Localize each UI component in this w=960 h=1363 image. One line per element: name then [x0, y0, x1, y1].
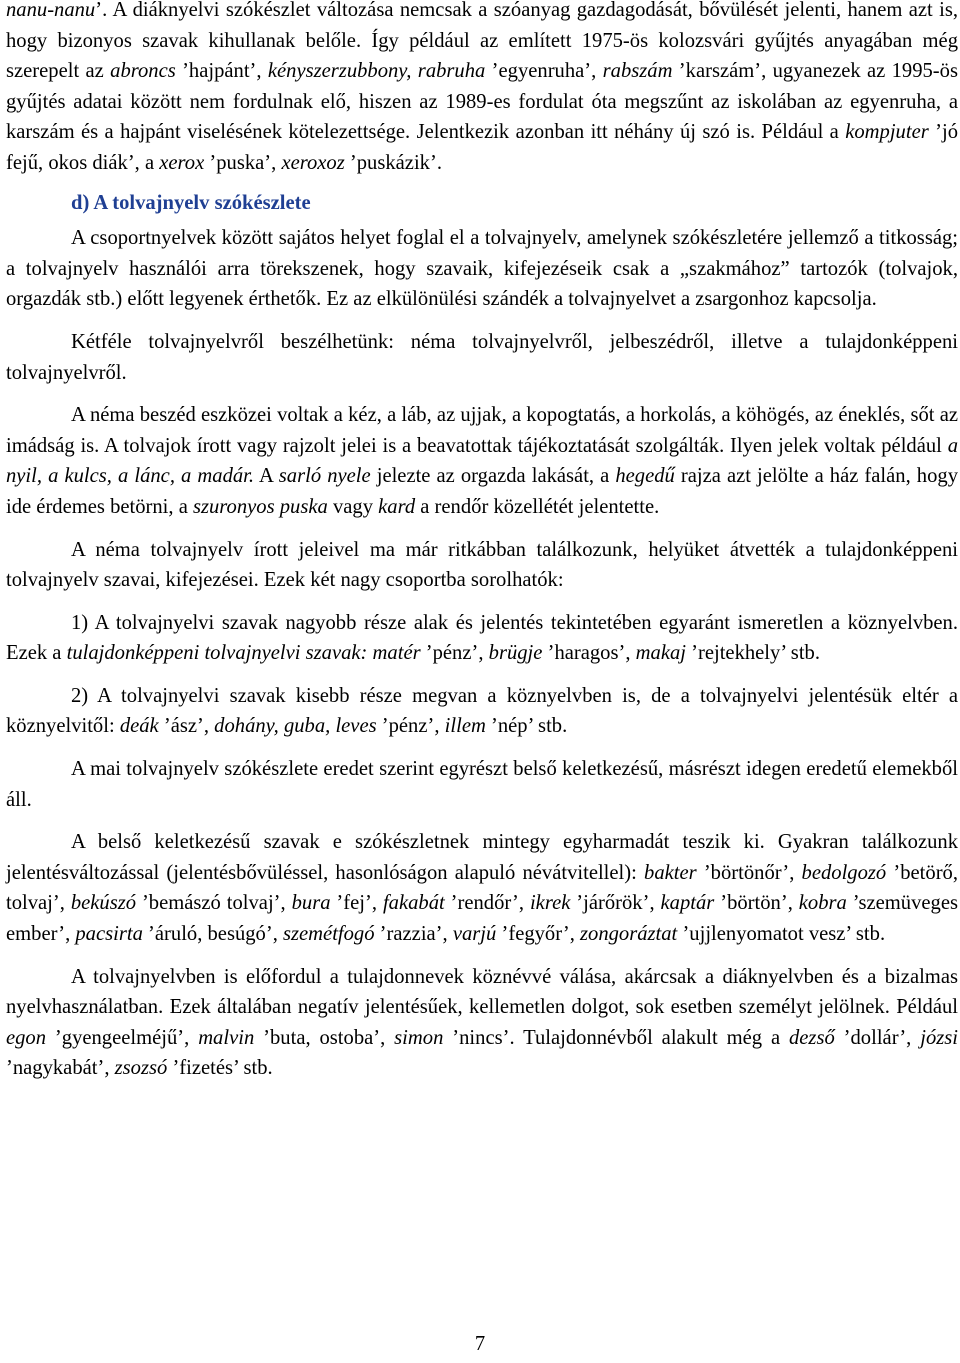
italic-term: pacsirta [75, 923, 143, 946]
italic-term: kényszerzubbony, rabruha [267, 60, 486, 83]
text-run: ’rendőr’, [444, 892, 530, 915]
text-run: ’karszám’, ugyanezek az 1995-ös gyűjtés adatai között nem fordulnak elő, hiszen az 1989-es fordulat óta megszűnt az iskolában az egyenruha, a karszám és a hajpánt viselésének kötelezettsége. Jelentkezik azonban itt néhány új szó is. Például a [6, 60, 958, 144]
document-page [6, 0, 958, 1096]
paragraph [6, 962, 958, 1084]
paragraph [6, 223, 958, 315]
paragraph [6, 535, 958, 596]
italic-term: zsozsó [114, 1057, 168, 1080]
paragraph [6, 681, 958, 742]
italic-term: sarló nyele [278, 465, 371, 488]
text-run: 2) A tolvajnyelvi szavak kisebb része megvan a köznyelvben is, de a tolvajnyelvi jelentésük eltér a köznyelvitől: [6, 684, 958, 738]
italic-term: xeroxoz [281, 151, 345, 174]
text-run: ’börtön’, [714, 892, 799, 915]
text-run: ’bemászó tolvaj’, [136, 892, 292, 915]
text-run: A csoportnyelvek között sajátos helyet foglal el a tolvajnyelv, amelynek szókészletére jellemző a titkosság; a tolvajnyelv használói arra törekszenek, hogy szavaik, kifejezéseik csak a „szakmához” tartozók (tolvajok, orgazdák stb.) előtt legyenek érthetők. Ez az elkülönülési szándék a tolvajnyelvet a zsargonhoz kapcsolja. [6, 227, 958, 311]
text-run: ’gyengeelméjű’, [46, 1026, 199, 1049]
text-run: ’razzia’, [374, 923, 453, 946]
text-run: a rendőr közellétét jelentette. [415, 495, 660, 518]
text-run: ’nincs’. Tulajdonnévből alakult még a [443, 1026, 789, 1049]
text-run: ’haragos’, [542, 642, 636, 665]
text-run: ’betörő, tolvaj’, [6, 861, 959, 915]
paragraph [6, 827, 958, 949]
text-run: ’nagykabát’, [6, 1057, 115, 1080]
text-run: ’jó fejű, okos diák’, a [6, 121, 959, 174]
text-run: A tolvajnyelvben is előfordul a tulajdonnevek köznévvé válása, akárcsak a diáknyelvben és a bizalmas nyelvhasználatban. Ezek általában negatív jelentésűek, kellemetlen dolgot, sok esetben személyt jelölnek. Például [6, 965, 958, 1019]
text-run: 1) A tolvajnyelvi szavak nagyobb része alak és jelentés tekintetében egyaránt ismeretlen a köznyelvben. Ezek a [6, 611, 958, 665]
text-run: A belső keletkezésű szavak e szókészletnek mintegy egyharmadát teszik ki. Gyakran találkozunk jelentésváltozással (jelentésbővüléssel, hasonlóságon alapuló névátvitellel): [6, 831, 958, 884]
text-run: ’. A diáknyelvi szókészlet változása nemcsak a szóanyag gazdagodását, bővülését jelenti, hanem azt is, hogy bizonyos szavak kihullanak belőle. Így például az említett 1975-ös kolozsvári gyűjtés anyagában még szerepelt az [6, 0, 958, 83]
italic-term: tulajdonképpeni tolvajnyelvi szavak: matér [66, 642, 421, 665]
text-run: ’ujjlenyomatot vesz’ stb. [677, 923, 886, 946]
text-run: ’dollár’, [834, 1026, 921, 1049]
italic-term: varjú [452, 923, 497, 946]
paragraph [6, 608, 958, 669]
text-run: ’börtönőr’, [696, 861, 802, 884]
italic-term: kard [378, 495, 416, 518]
italic-term: ikrek [529, 892, 571, 915]
italic-term: dohány, guba, leves [214, 715, 377, 738]
text-run: rajza azt jelölte a ház falán, hogy ide érdemes betörni, a [6, 465, 958, 518]
italic-term: xerox [159, 151, 205, 174]
text-run: ’ász’, [158, 715, 215, 738]
italic-term: brügje [488, 642, 543, 665]
text-run: ’fej’, [330, 892, 383, 915]
italic-term: zongoráztat [580, 923, 678, 946]
italic-term: simon [394, 1026, 444, 1049]
text-run: A [254, 465, 279, 488]
italic-term: malvin [198, 1026, 255, 1049]
italic-term: bekúszó [70, 892, 137, 915]
text-run: ’rejtekhely’ stb. [685, 642, 820, 665]
italic-term: józsi [920, 1026, 958, 1049]
text-run: ’szemüveges ember’, [6, 892, 958, 946]
text-run: ’pénz’, [420, 642, 489, 665]
italic-term: bedolgozó [801, 861, 887, 884]
italic-term: bakter [644, 861, 697, 884]
paragraph [6, 0, 958, 179]
text-run: ’puska’, [204, 151, 282, 174]
italic-term: a nyil, a kulcs, a lánc, a madár. [6, 434, 958, 488]
paragraph [6, 754, 958, 815]
italic-term: illem [444, 715, 486, 738]
italic-term: makaj [635, 642, 686, 665]
text-run: jelezte az orgazda lakását, a [370, 465, 616, 488]
text-run: Kétféle tolvajnyelvről beszélhetünk: néma tolvajnyelvről, jelbeszédről, illetve a tulajdonképpeni tolvajnyelvről. [6, 330, 958, 384]
text-run: ’fizetés’ stb. [167, 1057, 273, 1080]
italic-term: abroncs [110, 60, 176, 83]
text-run: A mai tolvajnyelv szókészlete eredet szerint egyrészt belső keletkezésű, másrészt idegen eredetű elemekből áll. [6, 758, 958, 811]
text-run: ’buta, ostoba’, [254, 1026, 395, 1049]
paragraph [6, 327, 958, 388]
text-run: ’áruló, besúgó’, [142, 923, 284, 946]
italic-term: szuronyos puska [192, 495, 328, 518]
text-run: A néma tolvajnyelv írott jeleivel ma már ritkábban találkozunk, helyüket átvették a tulajdonképpeni tolvajnyelv szavai, kifejezései. Ezek két nagy csoportba sorolhatók: [6, 538, 958, 592]
italic-term: deák [119, 715, 159, 738]
text-run: vagy [327, 495, 379, 518]
italic-term: fakabát [382, 892, 445, 915]
italic-term: kobra [798, 892, 847, 915]
text-run: ’hajpánt’, [175, 60, 268, 83]
italic-term: egon [6, 1026, 47, 1049]
italic-term: bura [291, 892, 331, 915]
italic-term: szemétfogó [283, 923, 375, 946]
italic-term: kaptár [660, 892, 715, 915]
text-run: ’járőrök’, [570, 892, 661, 915]
italic-term: nanu-nanu [6, 0, 96, 21]
italic-term: kompjuter [845, 121, 929, 144]
paragraph [6, 400, 958, 522]
text-run: ’egyenruha’, [485, 60, 603, 83]
page-number: 7 [474, 1333, 486, 1355]
italic-term: dezső [789, 1026, 835, 1049]
section-heading: d) A tolvajnyelv szókészlete [71, 191, 311, 214]
text-run: A néma beszéd eszközei voltak a kéz, a láb, az ujjak, a kopogtatás, a horkolás, a köhögés, az éneklés, sőt az imádság is. A tolvajok írott vagy rajzolt jelei is a beavatottak tájékoztatását szolgálták. Ilyen jelek voltak például [6, 404, 958, 457]
text-run: ’pénz’, [376, 715, 445, 738]
italic-term: hegedű [615, 465, 675, 488]
italic-term: rabszám [602, 60, 673, 83]
text-run: ’nép’ stb. [485, 715, 568, 738]
text-run: ’fegyőr’, [496, 923, 581, 946]
text-run: ’puskázik’. [344, 151, 442, 174]
